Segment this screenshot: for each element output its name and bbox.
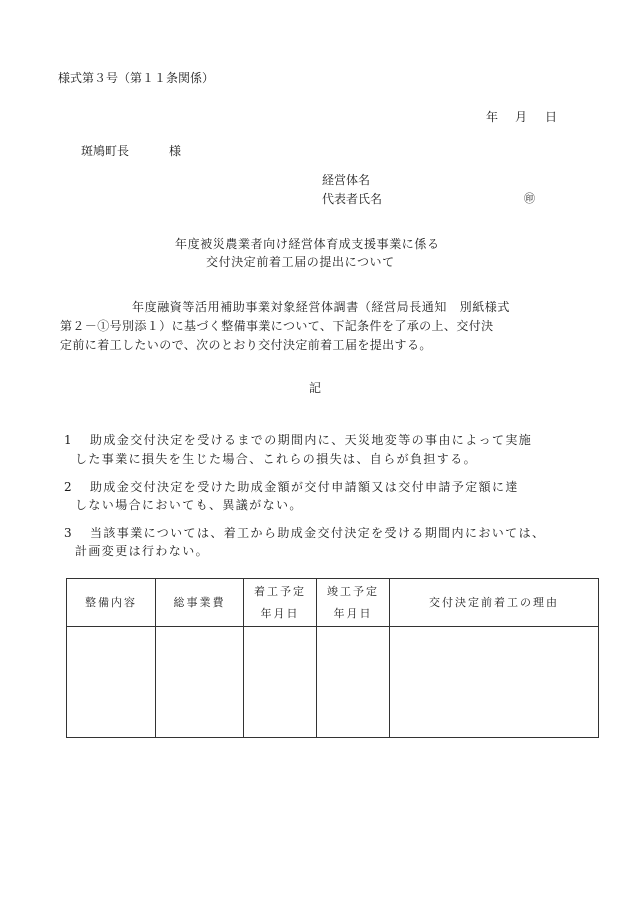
condition-line-1: 助成金交付決定を受けるまでの期間内に、天災地変等の事由によって実施	[90, 433, 533, 447]
seal-mark: ㊞	[524, 192, 535, 205]
header-cell	[67, 579, 156, 627]
header-reason: 交付決定前着工の理由	[429, 596, 559, 609]
header-completion-date-line-2: 年月日	[333, 606, 373, 620]
header-cell	[317, 579, 390, 627]
header-total-cost: 総事業費	[173, 596, 226, 609]
table-cell-start-date[interactable]	[244, 627, 317, 738]
addressee-honorific: 様	[169, 144, 182, 158]
construction-table	[66, 578, 599, 738]
date-month: 月	[515, 110, 528, 124]
condition-line-2: しない場合においても、異議がない。	[75, 498, 303, 512]
table-header-row	[67, 579, 599, 627]
header-completion-date-line-1: 竣工予定	[327, 584, 379, 598]
table-row	[67, 627, 599, 738]
header-cell	[244, 579, 317, 627]
condition-number: 1	[64, 433, 72, 447]
date-day: 日	[545, 110, 558, 124]
header-cell	[390, 579, 599, 627]
ki-heading: 記	[309, 381, 322, 395]
title-line-2: 交付決定前着工届の提出について	[206, 255, 395, 269]
header-cell	[156, 579, 244, 627]
condition-line-2: 計画変更は行わない。	[75, 544, 210, 558]
header-work-content: 整備内容	[85, 596, 137, 609]
form-number: 様式第３号（第１１条関係）	[58, 71, 215, 85]
condition-number: 3	[64, 526, 72, 540]
body-line-1: 年度融資等活用補助事業対象経営体調書（経営局長通知 別紙様式	[132, 300, 511, 314]
table-cell-total-cost[interactable]	[156, 627, 244, 738]
condition-line-1: 助成金交付決定を受けた助成金額が交付申請額又は交付申請予定額に達	[90, 480, 519, 494]
header-start-date-line-2: 年月日	[260, 606, 300, 620]
date-year: 年	[486, 110, 499, 124]
table-cell-reason[interactable]	[390, 627, 599, 738]
condition-number: 2	[64, 480, 72, 494]
condition-line-1: 当該事業については、着工から助成金交付決定を受ける期間内においては、	[90, 526, 546, 540]
title-line-1: 年度被災農業者向け経営体育成支援事業に係る	[175, 237, 440, 251]
entity-name-label: 経営体名	[322, 173, 371, 187]
table-cell-completion-date[interactable]	[317, 627, 390, 738]
representative-name-label: 代表者氏名	[322, 192, 383, 206]
condition-line-2: した事業に損失を生じた場合、これらの損失は、自らが負担する。	[75, 452, 478, 466]
body-line-2: 第２－①号別添１）に基づく整備事業について、下記条件を了承の上、交付決	[60, 319, 494, 333]
table-cell-work-content[interactable]	[67, 627, 156, 738]
header-start-date-line-1: 着工予定	[254, 584, 306, 598]
addressee-name: 斑鳩町長	[81, 144, 130, 158]
body-line-3: 定前に着工したいので、次のとおり交付決定前着工届を提出する。	[60, 338, 432, 352]
